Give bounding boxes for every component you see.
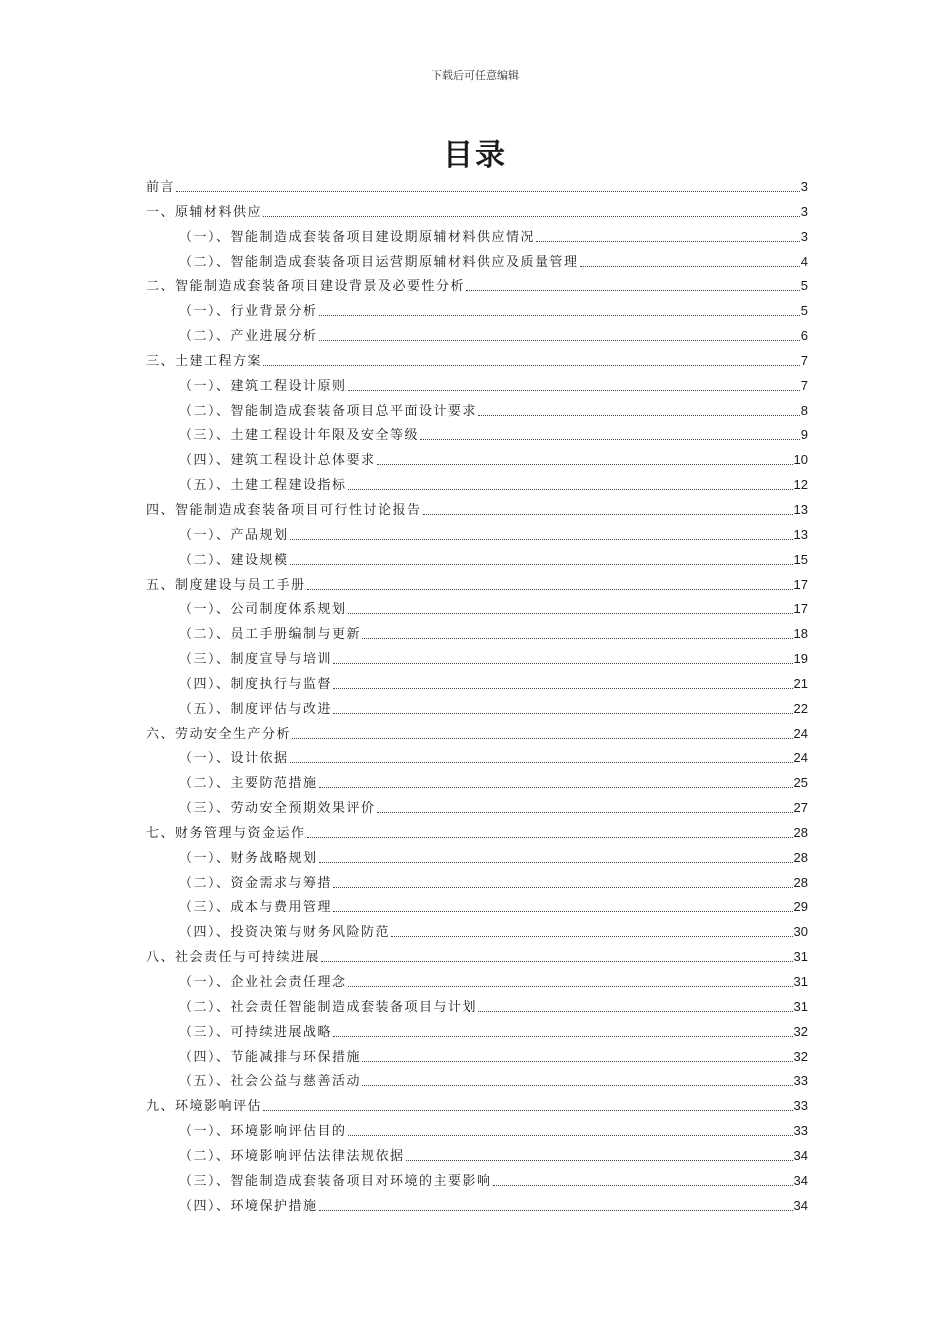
toc-page-number: 33 bbox=[793, 1123, 808, 1139]
toc-subentry[interactable] bbox=[146, 995, 808, 1020]
toc-page-number: 13 bbox=[793, 526, 808, 542]
toc-entry-label: （一）、公司制度体系规划 bbox=[179, 602, 347, 618]
toc-page-number: 30 bbox=[793, 924, 808, 940]
toc-subentry[interactable] bbox=[146, 1144, 808, 1169]
toc-leader-dots bbox=[466, 274, 800, 291]
toc-leader-dots bbox=[478, 995, 793, 1012]
toc-leader-dots bbox=[348, 473, 793, 490]
toc-entry-label: （一）、行业背景分析 bbox=[179, 304, 318, 320]
toc-leader-dots bbox=[420, 423, 800, 440]
toc-entry-label: （四）、环境保护措施 bbox=[179, 1198, 318, 1214]
toc-leader-dots bbox=[348, 597, 793, 614]
toc-leader-dots bbox=[362, 1045, 793, 1062]
toc-entry[interactable] bbox=[146, 200, 808, 225]
toc-page-number: 31 bbox=[793, 974, 808, 989]
toc-page-number: 27 bbox=[793, 800, 808, 816]
toc-page-number: 3 bbox=[800, 203, 808, 219]
toc-page-number: 29 bbox=[793, 899, 808, 915]
toc-page-number: 18 bbox=[793, 626, 808, 642]
toc-leader-dots bbox=[423, 498, 793, 515]
toc-entry[interactable] bbox=[146, 945, 808, 970]
toc-entry-label: 三、土建工程方案 bbox=[146, 353, 263, 369]
toc-entry-label: （四）、制度执行与监督 bbox=[179, 676, 333, 692]
toc-subentry[interactable] bbox=[146, 1194, 808, 1219]
toc-leader-dots bbox=[333, 697, 793, 714]
toc-page-number: 5 bbox=[800, 278, 808, 294]
toc-entry-label: （二）、环境影响评估法律法规依据 bbox=[179, 1148, 405, 1164]
toc-entry[interactable] bbox=[146, 722, 808, 747]
toc-leader-dots bbox=[292, 722, 793, 739]
toc-entry[interactable] bbox=[146, 349, 808, 374]
toc-leader-dots bbox=[319, 846, 793, 863]
toc-leader-dots bbox=[536, 225, 800, 242]
toc-leader-dots bbox=[319, 1194, 793, 1211]
toc-entry-label: 七、财务管理与资金运作 bbox=[146, 825, 306, 841]
toc-entry-label: （二）、建设规模 bbox=[179, 552, 289, 568]
toc-leader-dots bbox=[319, 324, 800, 341]
toc-entry-label: （一）、企业社会责任理念 bbox=[179, 975, 347, 990]
toc-leader-dots bbox=[478, 399, 800, 416]
toc-entry-label: （二）、主要防范措施 bbox=[179, 776, 318, 792]
toc-page-number: 32 bbox=[793, 1023, 808, 1039]
toc-entry-label: （一）、智能制造成套装备项目建设期原辅材料供应情况 bbox=[179, 229, 536, 245]
toc-subentry[interactable] bbox=[146, 523, 808, 548]
toc-page-number: 5 bbox=[800, 303, 808, 319]
toc-leader-dots bbox=[319, 299, 800, 316]
toc-page-number: 21 bbox=[793, 675, 808, 691]
toc-page-number: 22 bbox=[793, 700, 808, 716]
toc-page-number: 7 bbox=[800, 377, 808, 393]
toc-page-number: 3 bbox=[800, 179, 808, 194]
toc-leader-dots bbox=[319, 771, 793, 788]
toc-subentry[interactable] bbox=[146, 423, 808, 448]
toc-entry-label: （四）、建筑工程设计总体要求 bbox=[179, 453, 376, 469]
toc-subentry[interactable] bbox=[146, 871, 808, 896]
toc-subentry[interactable] bbox=[146, 970, 808, 995]
toc-page-number: 31 bbox=[793, 998, 808, 1014]
toc-leader-dots bbox=[263, 349, 800, 366]
toc-entry-label: 二、智能制造成套装备项目建设背景及必要性分析 bbox=[146, 279, 466, 295]
toc-page-number: 31 bbox=[793, 949, 808, 965]
table-of-contents bbox=[146, 175, 808, 1218]
toc-page-number: 25 bbox=[793, 775, 808, 791]
toc-entry[interactable] bbox=[146, 498, 808, 523]
toc-subentry[interactable] bbox=[146, 548, 808, 573]
toc-leader-dots bbox=[333, 895, 793, 912]
toc-subentry[interactable] bbox=[146, 697, 808, 722]
toc-page-number: 4 bbox=[800, 253, 808, 269]
toc-entry-label: （二）、智能制造成套装备项目总平面设计要求 bbox=[179, 403, 478, 419]
page-header: 下载后可任意编辑 bbox=[431, 69, 519, 82]
toc-entry[interactable] bbox=[146, 1094, 808, 1119]
toc-subentry[interactable] bbox=[146, 374, 808, 399]
toc-entry-label: （一）、财务战略规划 bbox=[179, 850, 318, 866]
toc-subentry[interactable] bbox=[146, 299, 808, 324]
toc-entry-label: （一）、产品规划 bbox=[179, 527, 289, 543]
toc-page-number: 34 bbox=[793, 1172, 808, 1188]
toc-page-number: 8 bbox=[800, 402, 808, 418]
toc-subentry[interactable] bbox=[146, 672, 808, 697]
toc-page-number: 13 bbox=[793, 501, 808, 517]
toc-entry-label: （二）、社会责任智能制造成套装备项目与计划 bbox=[179, 999, 478, 1015]
toc-subentry[interactable] bbox=[146, 895, 808, 920]
toc-entry-label: （二）、资金需求与筹措 bbox=[179, 875, 333, 891]
toc-page-number: 32 bbox=[793, 1048, 808, 1064]
toc-page-number: 6 bbox=[800, 328, 808, 344]
toc-entry-label: （二）、产业进展分析 bbox=[179, 329, 318, 345]
toc-leader-dots bbox=[290, 548, 793, 565]
toc-entry-label: （三）、制度宣导与培训 bbox=[179, 652, 333, 668]
toc-leader-dots bbox=[406, 1144, 793, 1161]
toc-entry-label: （五）、土建工程建设指标 bbox=[179, 478, 347, 494]
toc-entry-label: （三）、劳动安全预期效果评价 bbox=[179, 801, 376, 817]
toc-entry-label: （三）、成本与费用管理 bbox=[179, 900, 333, 916]
toc-subentry[interactable] bbox=[146, 324, 808, 349]
page-title: 目录 bbox=[443, 138, 507, 173]
toc-subentry[interactable] bbox=[146, 1169, 808, 1194]
toc-entry-label: （一）、建筑工程设计原则 bbox=[179, 378, 347, 394]
toc-entry-label: （一）、环境影响评估目的 bbox=[179, 1124, 347, 1140]
toc-page-number: 3 bbox=[800, 228, 808, 244]
toc-entry-label: （二）、员工手册编制与更新 bbox=[179, 627, 362, 643]
toc-entry-label: （五）、制度评估与改进 bbox=[179, 701, 333, 717]
toc-entry[interactable] bbox=[146, 274, 808, 299]
toc-leader-dots bbox=[333, 1020, 793, 1037]
toc-leader-dots bbox=[362, 622, 793, 639]
toc-entry[interactable] bbox=[146, 175, 808, 200]
toc-leader-dots bbox=[348, 1119, 793, 1136]
toc-entry-label: （三）、智能制造成套装备项目对环境的主要影响 bbox=[179, 1173, 492, 1189]
toc-page-number: 9 bbox=[800, 427, 808, 443]
toc-entry-label: （四）、投资决策与财务风险防范 bbox=[179, 925, 391, 941]
toc-page-number: 33 bbox=[793, 1098, 808, 1114]
toc-page-number: 24 bbox=[793, 725, 808, 741]
toc-subentry[interactable] bbox=[146, 473, 808, 498]
toc-page-number: 17 bbox=[793, 576, 808, 592]
toc-leader-dots bbox=[493, 1169, 793, 1186]
toc-entry-label: （三）、土建工程设计年限及安全等级 bbox=[179, 428, 420, 444]
toc-subentry[interactable] bbox=[146, 846, 808, 871]
toc-leader-dots bbox=[263, 1094, 793, 1111]
toc-subentry[interactable] bbox=[146, 796, 808, 821]
toc-entry[interactable] bbox=[146, 573, 808, 598]
toc-leader-dots bbox=[348, 970, 793, 987]
toc-leader-dots bbox=[290, 523, 793, 540]
toc-entry-label: （五）、社会公益与慈善活动 bbox=[179, 1074, 362, 1090]
toc-subentry[interactable] bbox=[146, 647, 808, 672]
toc-entry-label: （四）、节能减排与环保措施 bbox=[179, 1049, 362, 1065]
toc-entry-label: 九、环境影响评估 bbox=[146, 1099, 263, 1115]
toc-page-number: 24 bbox=[793, 750, 808, 766]
toc-leader-dots bbox=[321, 945, 793, 962]
toc-leader-dots bbox=[377, 796, 793, 813]
toc-entry[interactable] bbox=[146, 821, 808, 846]
toc-subentry[interactable] bbox=[146, 920, 808, 945]
toc-page-number: 7 bbox=[800, 352, 808, 368]
toc-leader-dots bbox=[333, 871, 793, 888]
toc-entry-label: 四、智能制造成套装备项目可行性讨论报告 bbox=[146, 502, 422, 518]
toc-page-number: 28 bbox=[793, 824, 808, 840]
toc-subentry[interactable] bbox=[146, 1045, 808, 1070]
toc-page-number: 34 bbox=[793, 1147, 808, 1163]
toc-leader-dots bbox=[377, 448, 793, 465]
toc-page-number: 28 bbox=[793, 874, 808, 890]
toc-entry-label: 一、原辅材料供应 bbox=[146, 204, 263, 220]
toc-leader-dots bbox=[362, 1069, 793, 1086]
toc-subentry[interactable] bbox=[146, 448, 808, 473]
toc-leader-dots bbox=[176, 175, 800, 192]
toc-entry-label: 五、制度建设与员工手册 bbox=[146, 577, 306, 593]
toc-page-number: 19 bbox=[793, 651, 808, 667]
toc-page-number: 28 bbox=[793, 849, 808, 865]
toc-subentry[interactable] bbox=[146, 622, 808, 647]
toc-subentry[interactable] bbox=[146, 1119, 808, 1144]
toc-leader-dots bbox=[391, 920, 793, 937]
toc-page-number: 15 bbox=[793, 551, 808, 567]
toc-subentry[interactable] bbox=[146, 771, 808, 796]
toc-subentry[interactable] bbox=[146, 1020, 808, 1045]
toc-leader-dots bbox=[307, 821, 793, 838]
toc-leader-dots bbox=[333, 647, 793, 664]
toc-subentry[interactable] bbox=[146, 250, 808, 275]
toc-entry-label: 六、劳动安全生产分析 bbox=[146, 726, 292, 742]
toc-leader-dots bbox=[290, 746, 793, 763]
toc-leader-dots bbox=[580, 250, 800, 267]
toc-page-number: 34 bbox=[793, 1197, 808, 1213]
toc-leader-dots bbox=[333, 672, 793, 689]
toc-subentry[interactable] bbox=[146, 597, 808, 622]
toc-subentry[interactable] bbox=[146, 225, 808, 250]
toc-entry-label: （一）、设计依据 bbox=[179, 751, 289, 767]
toc-entry-label: （三）、可持续进展战略 bbox=[179, 1024, 333, 1040]
toc-subentry[interactable] bbox=[146, 399, 808, 424]
toc-page-number: 10 bbox=[793, 452, 808, 468]
toc-page-number: 33 bbox=[793, 1073, 808, 1089]
toc-leader-dots bbox=[348, 374, 800, 391]
toc-entry-label: 前言 bbox=[146, 180, 176, 195]
toc-subentry[interactable] bbox=[146, 746, 808, 771]
toc-subentry[interactable] bbox=[146, 1069, 808, 1094]
toc-leader-dots bbox=[263, 200, 800, 217]
toc-leader-dots bbox=[307, 573, 793, 590]
toc-page-number: 17 bbox=[793, 601, 808, 617]
toc-page-number: 12 bbox=[793, 477, 808, 493]
toc-entry-label: 八、社会责任与可持续进展 bbox=[146, 950, 321, 966]
toc-entry-label: （二）、智能制造成套装备项目运营期原辅材料供应及质量管理 bbox=[179, 254, 579, 270]
